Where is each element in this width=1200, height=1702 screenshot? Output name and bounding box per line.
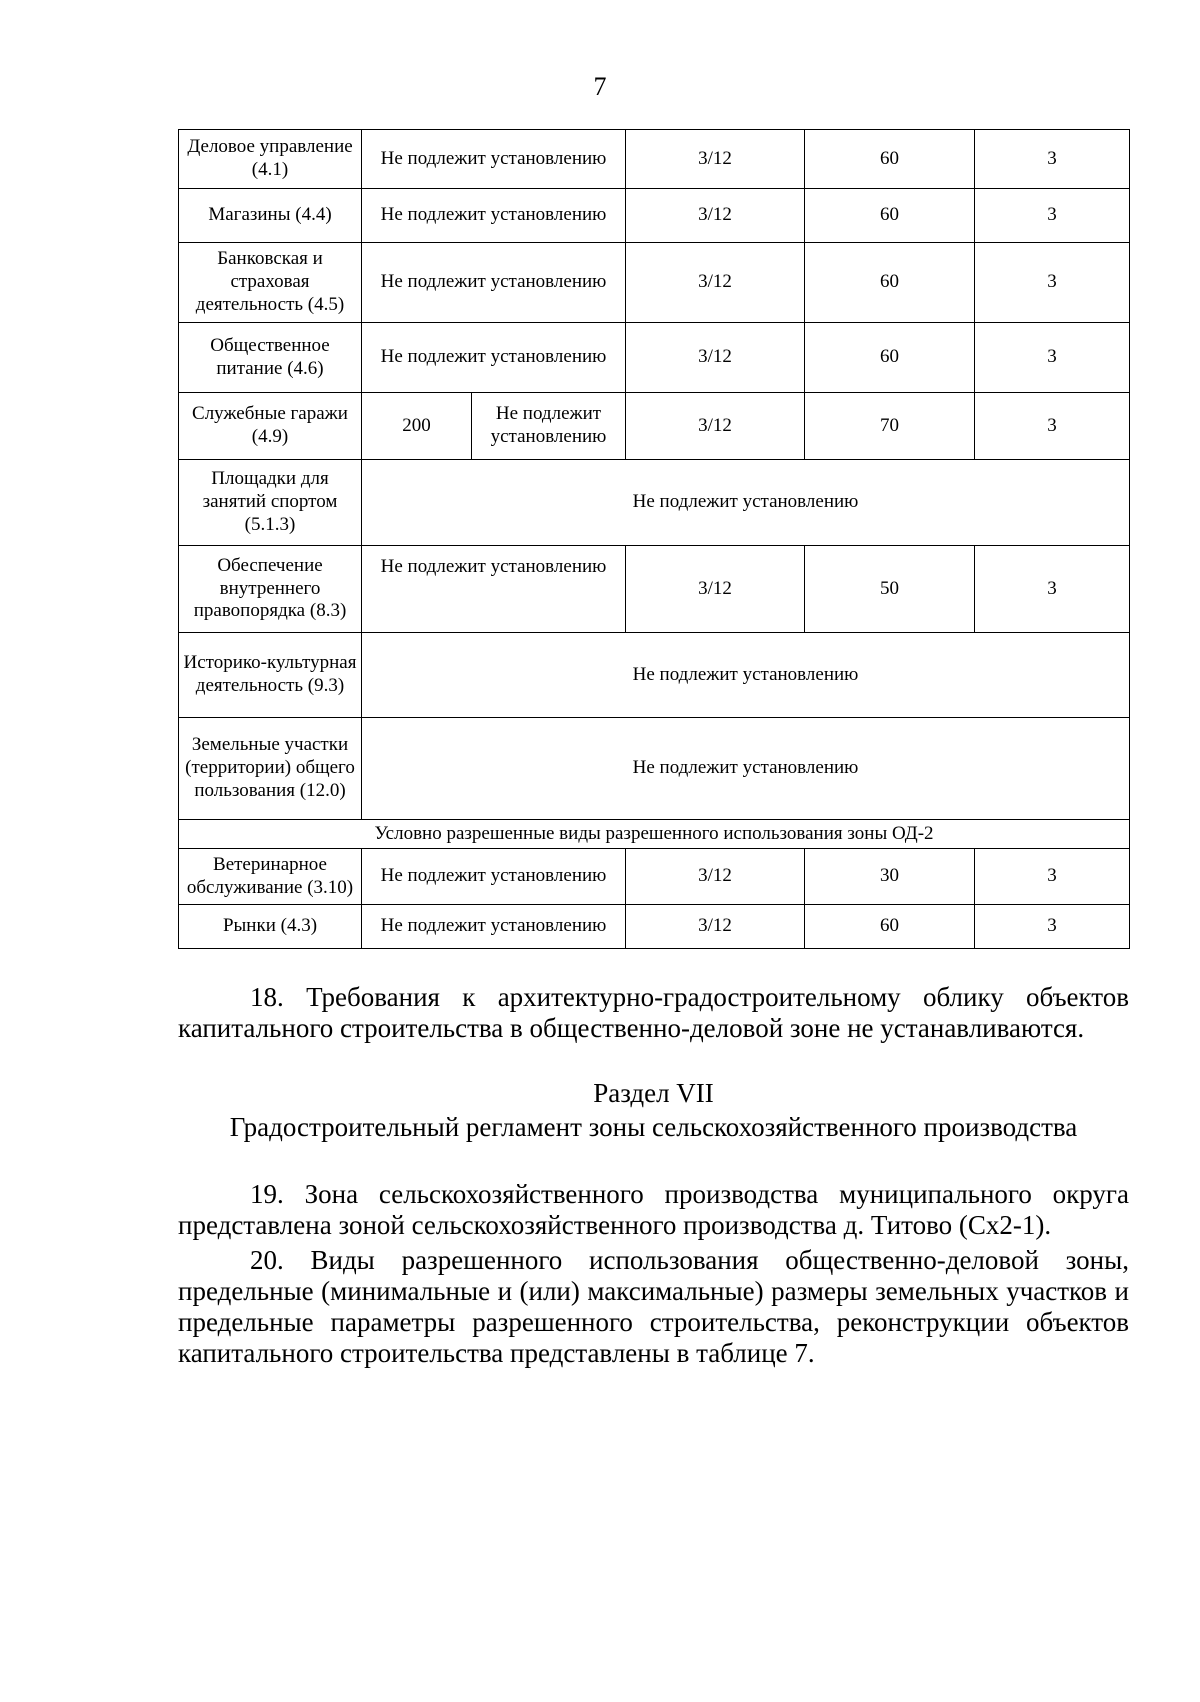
paragraph-19: 19. Зона сельскохозяйственного производства муниципального округа представлена зоной сельскохозяйственного производства д. Титово (Сх2-1).: [178, 1179, 1129, 1240]
table-section-header: [179, 820, 1130, 849]
coverage-cell: 60: [805, 905, 975, 949]
plot-size-cell: Не подлежит установлению: [362, 849, 626, 905]
use-name-cell: Площадки для занятий спортом (5.1.3): [179, 460, 362, 546]
table-row: [179, 546, 1130, 633]
setback-cell: 3: [975, 189, 1130, 243]
setback-cell: 3: [975, 130, 1130, 189]
plot-size-max-cell: Не подлежит установлению: [472, 393, 626, 460]
setback-cell: 3: [975, 849, 1130, 905]
table-row: [179, 849, 1130, 905]
use-name-cell: Магазины (4.4): [179, 189, 362, 243]
use-name-cell: Ветеринарное обслуживание (3.10): [179, 849, 362, 905]
plot-size-min-cell: 200: [362, 393, 472, 460]
regulations-table: [178, 129, 1130, 949]
setback-cell: 3: [975, 323, 1130, 393]
floors-cell: 3/12: [626, 189, 805, 243]
coverage-cell: 60: [805, 130, 975, 189]
setback-cell: 3: [975, 546, 1130, 633]
plot-size-cell: Не подлежит установлению: [362, 323, 626, 393]
use-name-cell: Банковская и страховая деятельность (4.5): [179, 243, 362, 323]
table-row: [179, 460, 1130, 546]
coverage-cell: 60: [805, 323, 975, 393]
setback-cell: 3: [975, 243, 1130, 323]
use-name-cell: Историко-культурная деятельность (9.3): [179, 633, 362, 718]
table-row: [179, 323, 1130, 393]
plot-size-cell: Не подлежит установлению: [362, 189, 626, 243]
use-name-cell: Рынки (4.3): [179, 905, 362, 949]
plot-size-cell: Не подлежит установлению: [362, 130, 626, 189]
merged-value-cell: Не подлежит установлению: [362, 460, 1130, 546]
section-title: Раздел VII: [593, 1078, 714, 1108]
paragraph-18: 18. Требования к архитектурно-градостроительному облику объектов капитального строительства в общественно-деловой зоне не устанавливаются.: [178, 982, 1129, 1043]
coverage-cell: 50: [805, 546, 975, 633]
merged-value-cell: Не подлежит установлению: [362, 633, 1130, 718]
floors-cell: 3/12: [626, 393, 805, 460]
floors-cell: 3/12: [626, 243, 805, 323]
plot-size-cell: Не подлежит установлению: [362, 243, 626, 323]
paragraph-20: 20. Виды разрешенного использования общественно-деловой зоны, предельные (минимальные и (или) максимальные) размеры земельных участков и предельные параметры разрешенного строительства, реконструкции объектов капитального строительства представлены в таблице 7.: [178, 1245, 1129, 1368]
section-header-cell: Условно разрешенные виды разрешенного использования зоны ОД-2: [179, 820, 1130, 849]
use-name-cell: Земельные участки (территории) общего пользования (12.0): [179, 718, 362, 820]
floors-cell: 3/12: [626, 323, 805, 393]
setback-cell: 3: [975, 905, 1130, 949]
use-name-cell: Обеспечение внутреннего правопорядка (8.3): [179, 546, 362, 633]
table-row: [179, 189, 1130, 243]
plot-size-cell: Не подлежит установлению: [362, 546, 626, 633]
coverage-cell: 60: [805, 189, 975, 243]
floors-cell: 3/12: [626, 130, 805, 189]
table-row: [179, 243, 1130, 323]
coverage-cell: 30: [805, 849, 975, 905]
use-name-cell: Служебные гаражи (4.9): [179, 393, 362, 460]
merged-value-cell: Не подлежит установлению: [362, 718, 1130, 820]
table-row: [179, 130, 1130, 189]
plot-size-cell: Не подлежит установлению: [362, 905, 626, 949]
floors-cell: 3/12: [626, 905, 805, 949]
setback-cell: 3: [975, 393, 1130, 460]
coverage-cell: 70: [805, 393, 975, 460]
table-row: [179, 393, 1130, 460]
section-subtitle: Градостроительный регламент зоны сельскохозяйственного производства: [229, 1112, 1078, 1142]
coverage-cell: 60: [805, 243, 975, 323]
use-name-cell: Деловое управление (4.1): [179, 130, 362, 189]
page-number: 7: [593, 72, 607, 101]
table-row: [179, 718, 1130, 820]
table-row: [179, 905, 1130, 949]
use-name-cell: Общественное питание (4.6): [179, 323, 362, 393]
floors-cell: 3/12: [626, 546, 805, 633]
floors-cell: 3/12: [626, 849, 805, 905]
table-row: [179, 633, 1130, 718]
